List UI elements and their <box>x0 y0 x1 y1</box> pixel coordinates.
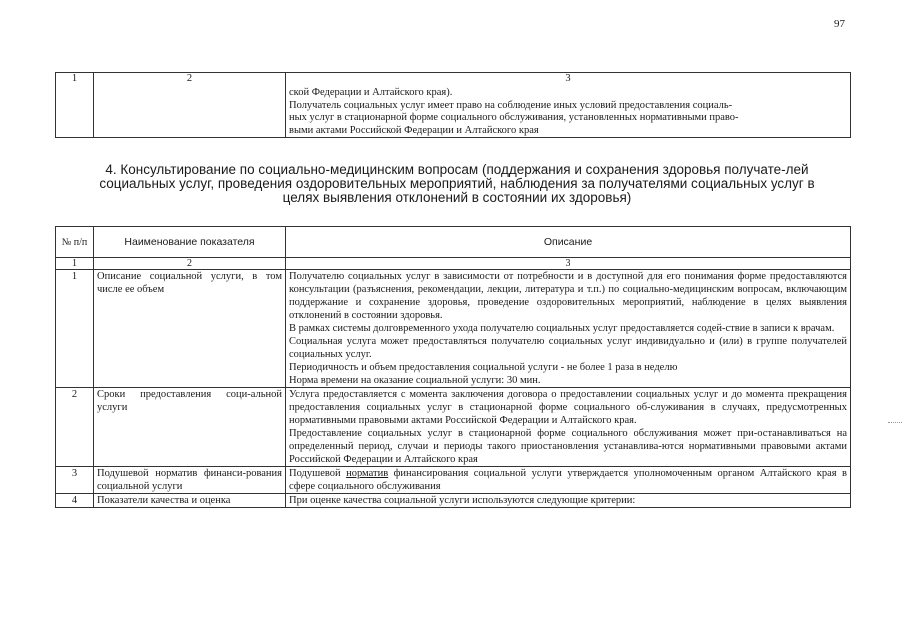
table-row <box>56 270 851 388</box>
description-paragraph: Услуга предоставляется с момента заключения договора о предоставлении социальных услуг и до момента прекращения предоставления социальных услуг в стационарной форме социального об-служивания в случаях, предусмотренных нормативными правовыми актами Российской Федерации и Алтайского края. <box>289 389 847 426</box>
row-name: Сроки предоставления соци-альной услуги <box>94 388 286 467</box>
description-paragraph: В рамках системы долговременного ухода получателю социальных услуг предоставляется содей-ствие в записи к врачам. <box>289 323 835 334</box>
continuation-body-row <box>56 87 851 138</box>
description-paragraph: При оценке качества социальной услуги используются следующие критерии: <box>289 495 636 506</box>
row-name: Описание социальной услуги, в том числе ее объем <box>94 270 286 388</box>
description-text: Подушевой <box>289 468 347 479</box>
row-description <box>286 388 851 467</box>
row-description <box>286 270 851 388</box>
margin-mark <box>888 422 902 423</box>
section-title: 4. Консультирование по социально-медицинским вопросам (поддержания и сохранения здоровья получате-лей социальных услуг, проведения оздоровительных мероприятий, наблюдения за получателями социальных услуг в целях выявления отклонений в состоянии их здоровья) <box>99 162 815 205</box>
description-paragraph: Периодичность и объем предоставления социальной услуги - не более 1 раза в неделю <box>289 362 678 373</box>
continuation-col1: 1 <box>56 73 94 88</box>
continuation-line: ных услуг в стационарной форме социального обслуживания, установленных нормативными право- <box>289 112 739 123</box>
service-indicators-table <box>55 226 851 508</box>
header-num: № п/п <box>56 227 94 258</box>
continuation-line: Получатель социальных услуг имеет право на соблюдение иных условий предоставления социаль- <box>289 99 733 111</box>
continuation-col3: 3 <box>286 73 851 88</box>
header-name: Наименование показателя <box>94 227 286 258</box>
table-row <box>56 467 851 494</box>
continuation-table <box>55 72 851 138</box>
col-number: 1 <box>56 258 94 270</box>
page-number: 97 <box>834 18 845 30</box>
description-paragraph: Получателю социальных услуг в зависимости от потребности и в доступной для его понимания форме предоставляются консультации (разъяснения, рекомендации, лекции, литература и т.п.) по социально-медицинским вопросам, включающим поддержание и сохранение здоровья, проведение оздоровительных мероприятий, наблюдение в целях выявления отклонений в состоянии здоровья. <box>289 271 847 321</box>
continuation-line: ской Федерации и Алтайского края). <box>289 87 453 98</box>
description-paragraph: Социальная услуга может предоставляться получателю социальных услуг индивидуально и (или) в группе получателей социальных услуг. <box>289 336 847 360</box>
table-row <box>56 494 851 508</box>
row-num: 4 <box>56 494 94 508</box>
continuation-col2: 2 <box>94 73 286 88</box>
description-paragraph <box>289 467 847 493</box>
table-row <box>56 388 851 467</box>
row-name: Подушевой норматив финанси-рования социальной услуги <box>94 467 286 494</box>
continuation-empty-cell <box>94 87 286 138</box>
row-num: 2 <box>56 388 94 467</box>
continuation-text-cell <box>286 87 851 138</box>
description-paragraph: Предоставление социальных услуг в стационарной форме социального обслуживания может при-останавливаться на определенный период, случаи и периоды такого приостановления устанавлива-ются нормативными правовыми актами Российской Федерации и Алтайского края <box>289 428 847 465</box>
header-description: Описание <box>286 227 851 258</box>
continuation-header-row <box>56 73 851 88</box>
table-header-row <box>56 227 851 258</box>
normative-link[interactable]: норматив <box>346 468 389 479</box>
row-num: 1 <box>56 270 94 388</box>
col-number: 3 <box>286 258 851 270</box>
row-num: 3 <box>56 467 94 494</box>
continuation-empty-cell <box>56 87 94 138</box>
row-name: Показатели качества и оценка <box>94 494 286 508</box>
column-number-row <box>56 258 851 270</box>
col-number: 2 <box>94 258 286 270</box>
description-paragraph: Норма времени на оказание социальной услуги: 30 мин. <box>289 375 541 386</box>
description-text: финансирования социальной услуги утверждается уполномоченным органом Алтайского края в сфере социального обслуживания <box>289 468 847 492</box>
row-description <box>286 467 851 494</box>
row-description <box>286 494 851 508</box>
continuation-line: выми актами Российской Федерации и Алтайского края <box>289 124 539 136</box>
